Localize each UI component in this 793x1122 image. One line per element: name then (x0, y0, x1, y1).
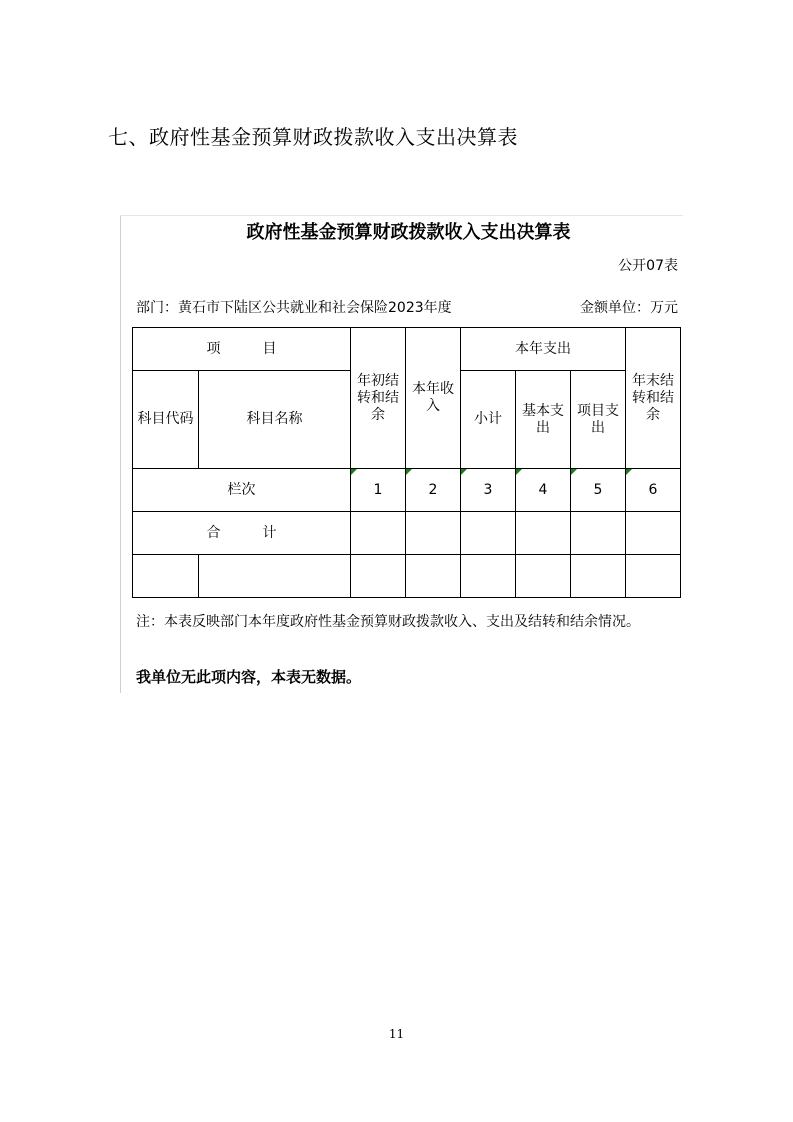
empty-cell (626, 555, 681, 598)
unit-label: 金额单位：万元 (580, 300, 678, 316)
header-name: 科目名称 (199, 371, 351, 469)
header-expenditure: 本年支出 (461, 328, 626, 371)
total-cell (461, 512, 516, 555)
column-number: 3 (461, 469, 516, 512)
budget-table (132, 327, 681, 598)
table-title: 政府性基金预算财政拨款收入支出决算表 (246, 222, 571, 243)
column-number: 2 (406, 469, 461, 512)
empty-cell (133, 555, 199, 598)
header-item: 项 目 (133, 328, 351, 371)
total-label: 合 计 (133, 512, 351, 555)
department-label: 部门：黄石市下陆区公共就业和社会保险2023年度 (136, 300, 452, 316)
header-ending-balance: 年末结转和结余 (626, 328, 681, 469)
empty-cell (351, 555, 406, 598)
section-heading: 七、政府性基金预算财政拨款收入支出决算表 (108, 125, 518, 149)
header-project: 项目支出 (571, 371, 626, 469)
column-number: 1 (351, 469, 406, 512)
column-row-label: 栏次 (133, 469, 351, 512)
empty-cell (461, 555, 516, 598)
empty-cell (406, 555, 461, 598)
page-number: 11 (388, 1027, 405, 1041)
no-data-statement: 我单位无此项内容，本表无数据。 (136, 668, 362, 686)
column-number: 4 (516, 469, 571, 512)
table-note: 注：本表反映部门本年度政府性基金预算财政拨款收入、支出及结转和结余情况。 (136, 614, 640, 630)
total-cell (516, 512, 571, 555)
empty-cell (516, 555, 571, 598)
total-cell (626, 512, 681, 555)
header-basic: 基本支出 (516, 371, 571, 469)
total-cell (351, 512, 406, 555)
header-beginning-balance: 年初结转和结余 (351, 328, 406, 469)
header-subtotal: 小计 (461, 371, 516, 469)
header-income: 本年收入 (406, 328, 461, 469)
empty-cell (199, 555, 351, 598)
table-number: 公开07表 (618, 258, 678, 274)
column-number: 6 (626, 469, 681, 512)
header-code: 科目代码 (133, 371, 199, 469)
total-cell (571, 512, 626, 555)
total-cell (406, 512, 461, 555)
column-number: 5 (571, 469, 626, 512)
empty-cell (571, 555, 626, 598)
